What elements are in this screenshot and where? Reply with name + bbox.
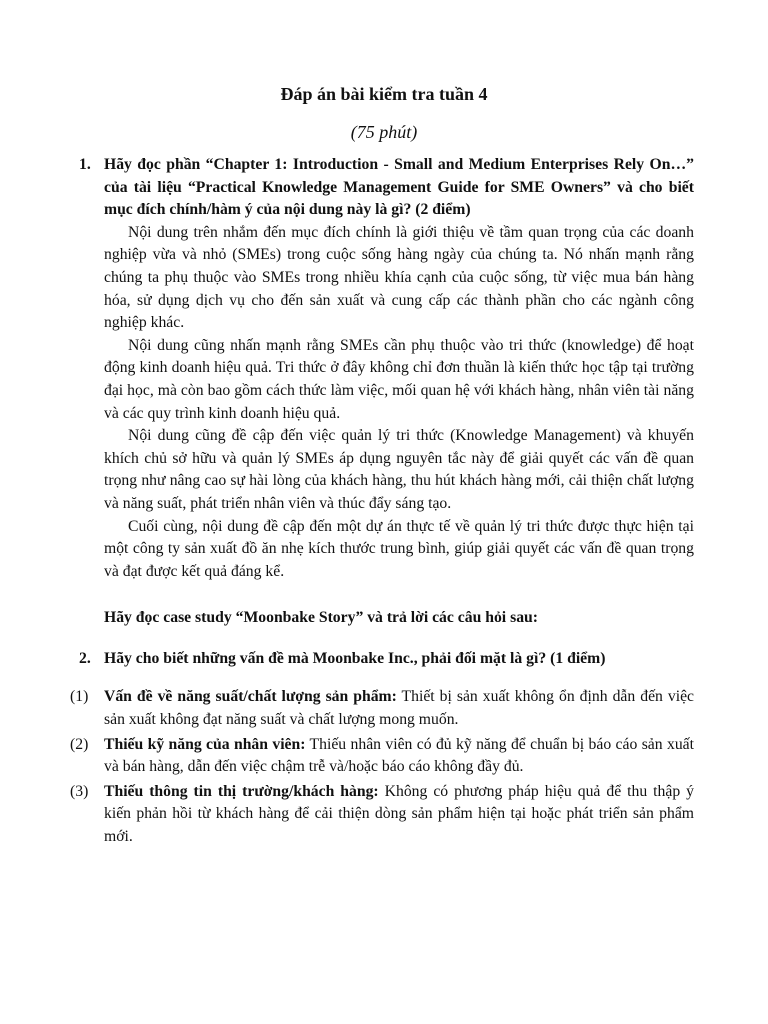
question-2-number: 2. <box>79 649 91 667</box>
question-1-number: 1. <box>79 156 91 173</box>
question-2-text: Hãy cho biết những vấn đề mà Moonbake Inc., phải đối mặt là gì? (1 điểm) <box>104 649 606 667</box>
question-1 <box>79 154 694 222</box>
question-1-text: Hãy đọc phần “Chapter 1: Introduction - Small and Medium Enterprises Rely On…” của tài liệu “Practical Knowledge Management Guide for SME Owners” và cho biết mục đích chính/hàm ý của nội dung này là gì? (2 điểm) <box>104 156 694 219</box>
question-2 <box>79 648 694 671</box>
list-item-heading: Thiếu kỹ năng của nhân viên: <box>104 735 306 753</box>
list-item-number: (2) <box>70 735 89 753</box>
list-item <box>70 686 694 731</box>
list-item-number: (1) <box>70 688 89 706</box>
answer-1-paragraph-1: Nội dung trên nhắm đến mục đích chính là giới thiệu về tầm quan trọng của các doanh nghiệp vừa và nhỏ (SMEs) trong cuộc sống hàng ngày của chúng ta. Nó nhấn mạnh rằng chúng ta phụ thuộc vào SMEs trong nhiều khía cạnh của cuộc sống, từ việc mua bán hàng hóa, sử dụng dịch vụ cho đến sản xuất và cung cấp các thành phần cho các ngành công nghiệp khác. <box>104 223 694 332</box>
list-item <box>70 781 695 849</box>
list-item-body: Không có phương pháp hiệu quả để thu thập ý kiến phản hồi từ khách hàng để cải thiện dòng sản phẩm hiện tại hoặc phát triển sản phẩm mới. <box>104 782 695 846</box>
list-item-number: (3) <box>70 782 89 800</box>
list-item-heading: Vấn đề về năng suất/chất lượng sản phẩm: <box>104 688 397 706</box>
answer-1-paragraph-3: Nội dung cũng đề cập đến việc quản lý tri thức (Knowledge Management) và khuyến khích chủ sở hữu và quản lý SMEs áp dụng nguyên tắc này để giải quyết các vấn đề quan trọng như nâng cao sự hài lòng của khách hàng, thu hút khách hàng mới, cải thiện chất lượng và năng suất, phát triển nhân viên và thúc đẩy sáng tạo. <box>104 427 694 512</box>
answer-2-list <box>70 686 695 848</box>
list-item-body: Thiết bị sản xuất không ổn định dẫn đến việc sản xuất không đạt năng suất và chất lượng mong muốn. <box>104 688 694 729</box>
case-study-heading: Hãy đọc case study “Moonbake Story” và trả lời các câu hỏi sau: <box>104 609 538 627</box>
answer-1-paragraph-2: Nội dung cũng nhấn mạnh rằng SMEs cần phụ thuộc vào tri thức (knowledge) để hoạt động kinh doanh hiệu quả. Tri thức ở đây không chỉ đơn thuần là kiến thức học tập tại trường đại học, mà còn bao gồm cách thức làm việc, mối quan hệ với khách hàng, nhân viên tài năng và các quy trình kinh doanh hiệu quả. <box>104 336 694 422</box>
document-title: Đáp án bài kiểm tra tuần 4 <box>280 84 488 104</box>
list-item-heading: Thiếu thông tin thị trường/khách hàng: <box>104 782 379 800</box>
list-item-body: Thiếu nhân viên có đủ kỹ năng để chuẩn bị báo cáo sản xuất và bán hàng, dẫn đến việc chậm trễ và/hoặc báo cáo không đầy đủ. <box>104 735 694 776</box>
document-body <box>70 154 695 851</box>
list-item <box>70 734 694 779</box>
answer-1-paragraph-4: Cuối cùng, nội dung đề cập đến một dự án thực tế về quản lý tri thức được thực hiện tại một công ty sản xuất đồ ăn nhẹ kích thước trung bình, giúp giải quyết các vấn đề quan trọng và đạt được kết quả đáng kể. <box>104 517 694 580</box>
document-subtitle: (75 phút) <box>350 122 418 142</box>
